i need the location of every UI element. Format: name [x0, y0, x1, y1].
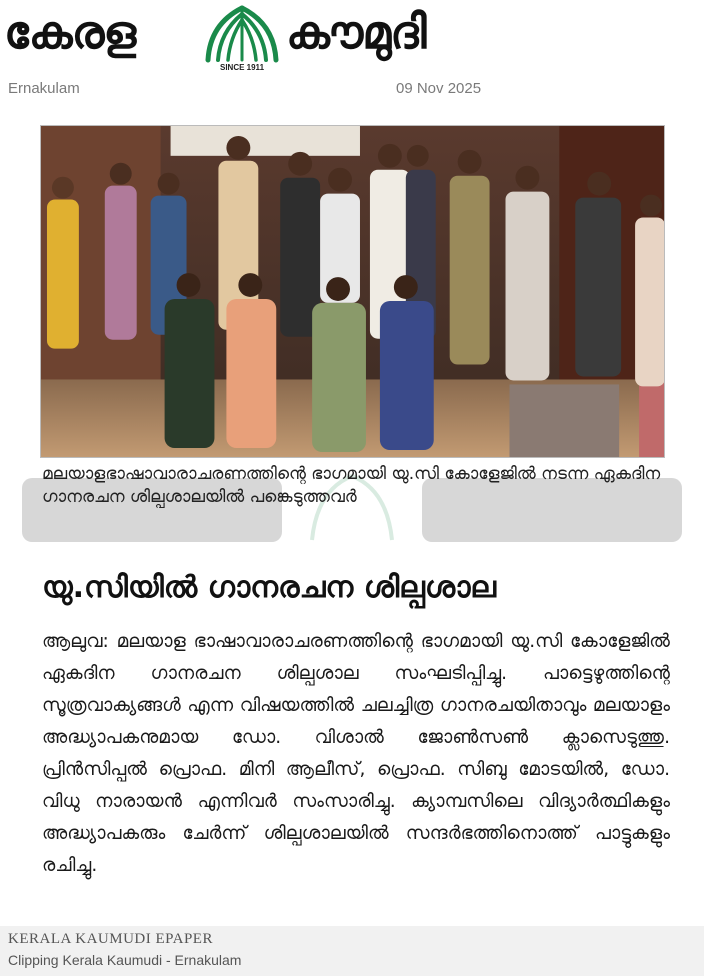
footer [0, 926, 704, 976]
group-photo [40, 125, 665, 458]
footer-subtitle: Clipping Kerala Kaumudi - Ernakulam [8, 952, 242, 968]
masthead [0, 0, 704, 97]
article-headline: യു.സിയിൽ ഗാനരചന ശില്പശാല [42, 570, 497, 605]
since-label: SINCE 1911 [219, 63, 265, 72]
masthead-title-right: കൗമുദി [286, 5, 426, 59]
edition-label: Ernakulam [8, 80, 80, 97]
footer-title: KERALA KAUMUDI EPAPER [8, 931, 213, 947]
photo-caption: മലയാളഭാഷാവാരാചരണത്തിന്റെ ഭാഗമായി യു.സി കോളേജിൽ നടന്ന ഏകദിന ഗാനരചന ശില്പശാലയിൽ പങ്കെടുത്തവർ [42, 464, 661, 507]
article-body: ആലുവ: മലയാള ഭാഷാവാരാചരണത്തിന്റെ ഭാഗമായി യു.സി കോളേജിൽ ഏകദിന ഗാനരചന ശില്പശാല സംഘടിപ്പിച്ചു. പാട്ടെഴുത്തിന്റെ സൂത്രവാക്യങ്ങൾ എന്ന വിഷയത്തിൽ ചലച്ചിത്ര ഗാനരചയിതാവും മലയാളം അദ്ധ്യാപകനുമായ ഡോ. വിശാൽ ജോൺസൺ ക്ലാസെടുത്തു. പ്രിൻസിപ്പൽ പ്രൊഫ. മിനി ആലീസ്, പ്രൊഫ. സിബു മോടയിൽ, ഡോ. വിധു നാരായൻ എന്നിവർ സംസാരിച്ചു. ക്യാമ്പസിലെ വിദ്യാർത്ഥികളും അദ്ധ്യാപകരും ചേർന്ന് ശില്പശാലയിൽ സന്ദർഭത്തിനൊത്ത് പാട്ടുകളും രചിച്ചു. [42, 631, 670, 876]
masthead-title-left: കേരള [4, 5, 136, 59]
date-label: 09 Nov 2025 [396, 80, 482, 97]
